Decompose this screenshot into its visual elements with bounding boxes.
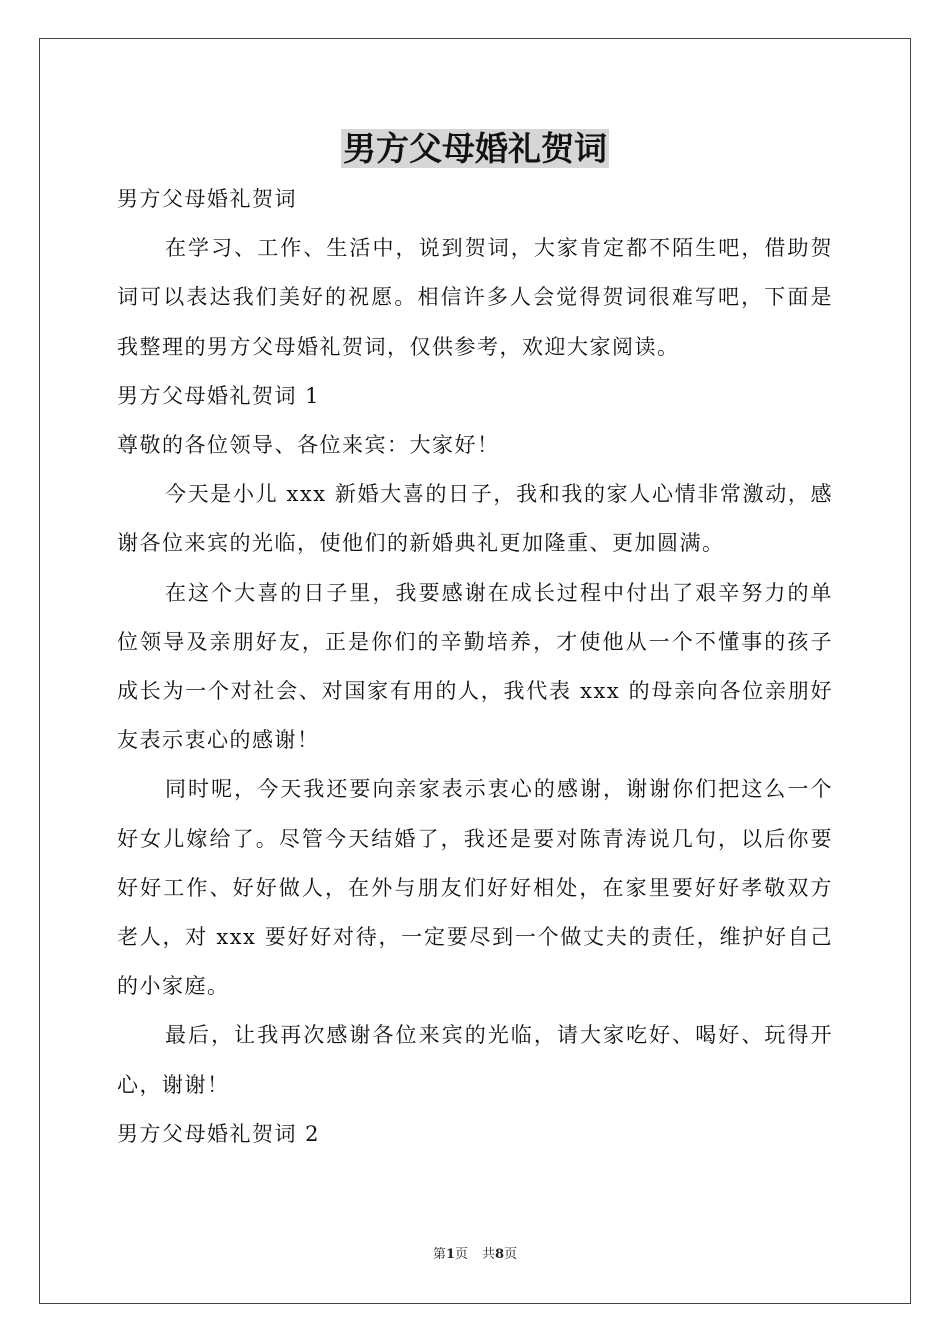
document-title-text: 男方父母婚礼贺词 xyxy=(343,129,607,168)
closing-paragraph: 最后，让我再次感谢各位来宾的光临，请大家吃好、喝好、玩得开心，谢谢！ xyxy=(117,1023,833,1097)
greeting-paragraph: 尊敬的各位领导、各位来宾：大家好！ xyxy=(117,433,500,458)
section-heading-2: 男方父母婚礼贺词 2 xyxy=(117,1121,321,1146)
body-paragraph: 同时呢，今天我还要向亲家表示衷心的感谢，谢谢你们把这么一个好女儿嫁给了。尽管今天结婚了，我还是要对陈青涛说几句，以后你要好好工作、好好做人，在外与朋友们好好相处，在家里要好好孝敬双方老人，对 xxx 要好好对待，一定要尽到一个做丈夫的责任，维护好自己的小家庭。 xyxy=(117,777,833,999)
body-paragraph: 在这个大喜的日子里，我要感谢在成长过程中付出了艰辛努力的单位领导及亲朋好友，正是你们的辛勤培养，才使他从一个不懂事的孩子成长为一个对社会、对国家有用的人，我代表 xxx 的母亲向各位亲朋好友表示衷心的感谢！ xyxy=(117,580,833,753)
page-suffix: 页 xyxy=(454,1247,468,1262)
document-body xyxy=(117,175,833,1159)
document-title xyxy=(0,126,950,172)
total-prefix: 共 xyxy=(482,1247,496,1262)
page-number: 1 xyxy=(445,1247,455,1262)
page-indicator xyxy=(433,1247,468,1262)
total-suffix: 页 xyxy=(504,1247,518,1262)
total-pages: 8 xyxy=(495,1247,505,1262)
intro-paragraph: 在学习、工作、生活中，说到贺词，大家肯定都不陌生吧，借助贺词可以表达我们美好的祝愿。相信许多人会觉得贺词很难写吧，下面是我整理的男方父母婚礼贺词，仅供参考，欢迎大家阅读。 xyxy=(117,236,833,359)
subtitle-paragraph: 男方父母婚礼贺词 xyxy=(117,187,297,211)
page-footer xyxy=(0,1245,950,1265)
section-heading-1: 男方父母婚礼贺词 1 xyxy=(117,383,321,408)
body-paragraph: 今天是小儿 xxx 新婚大喜的日子，我和我的家人心情非常激动，感谢各位来宾的光临，使他们的新婚典礼更加隆重、更加圆满。 xyxy=(117,482,833,556)
total-pages-indicator xyxy=(482,1247,517,1262)
page-prefix: 第 xyxy=(432,1247,446,1262)
